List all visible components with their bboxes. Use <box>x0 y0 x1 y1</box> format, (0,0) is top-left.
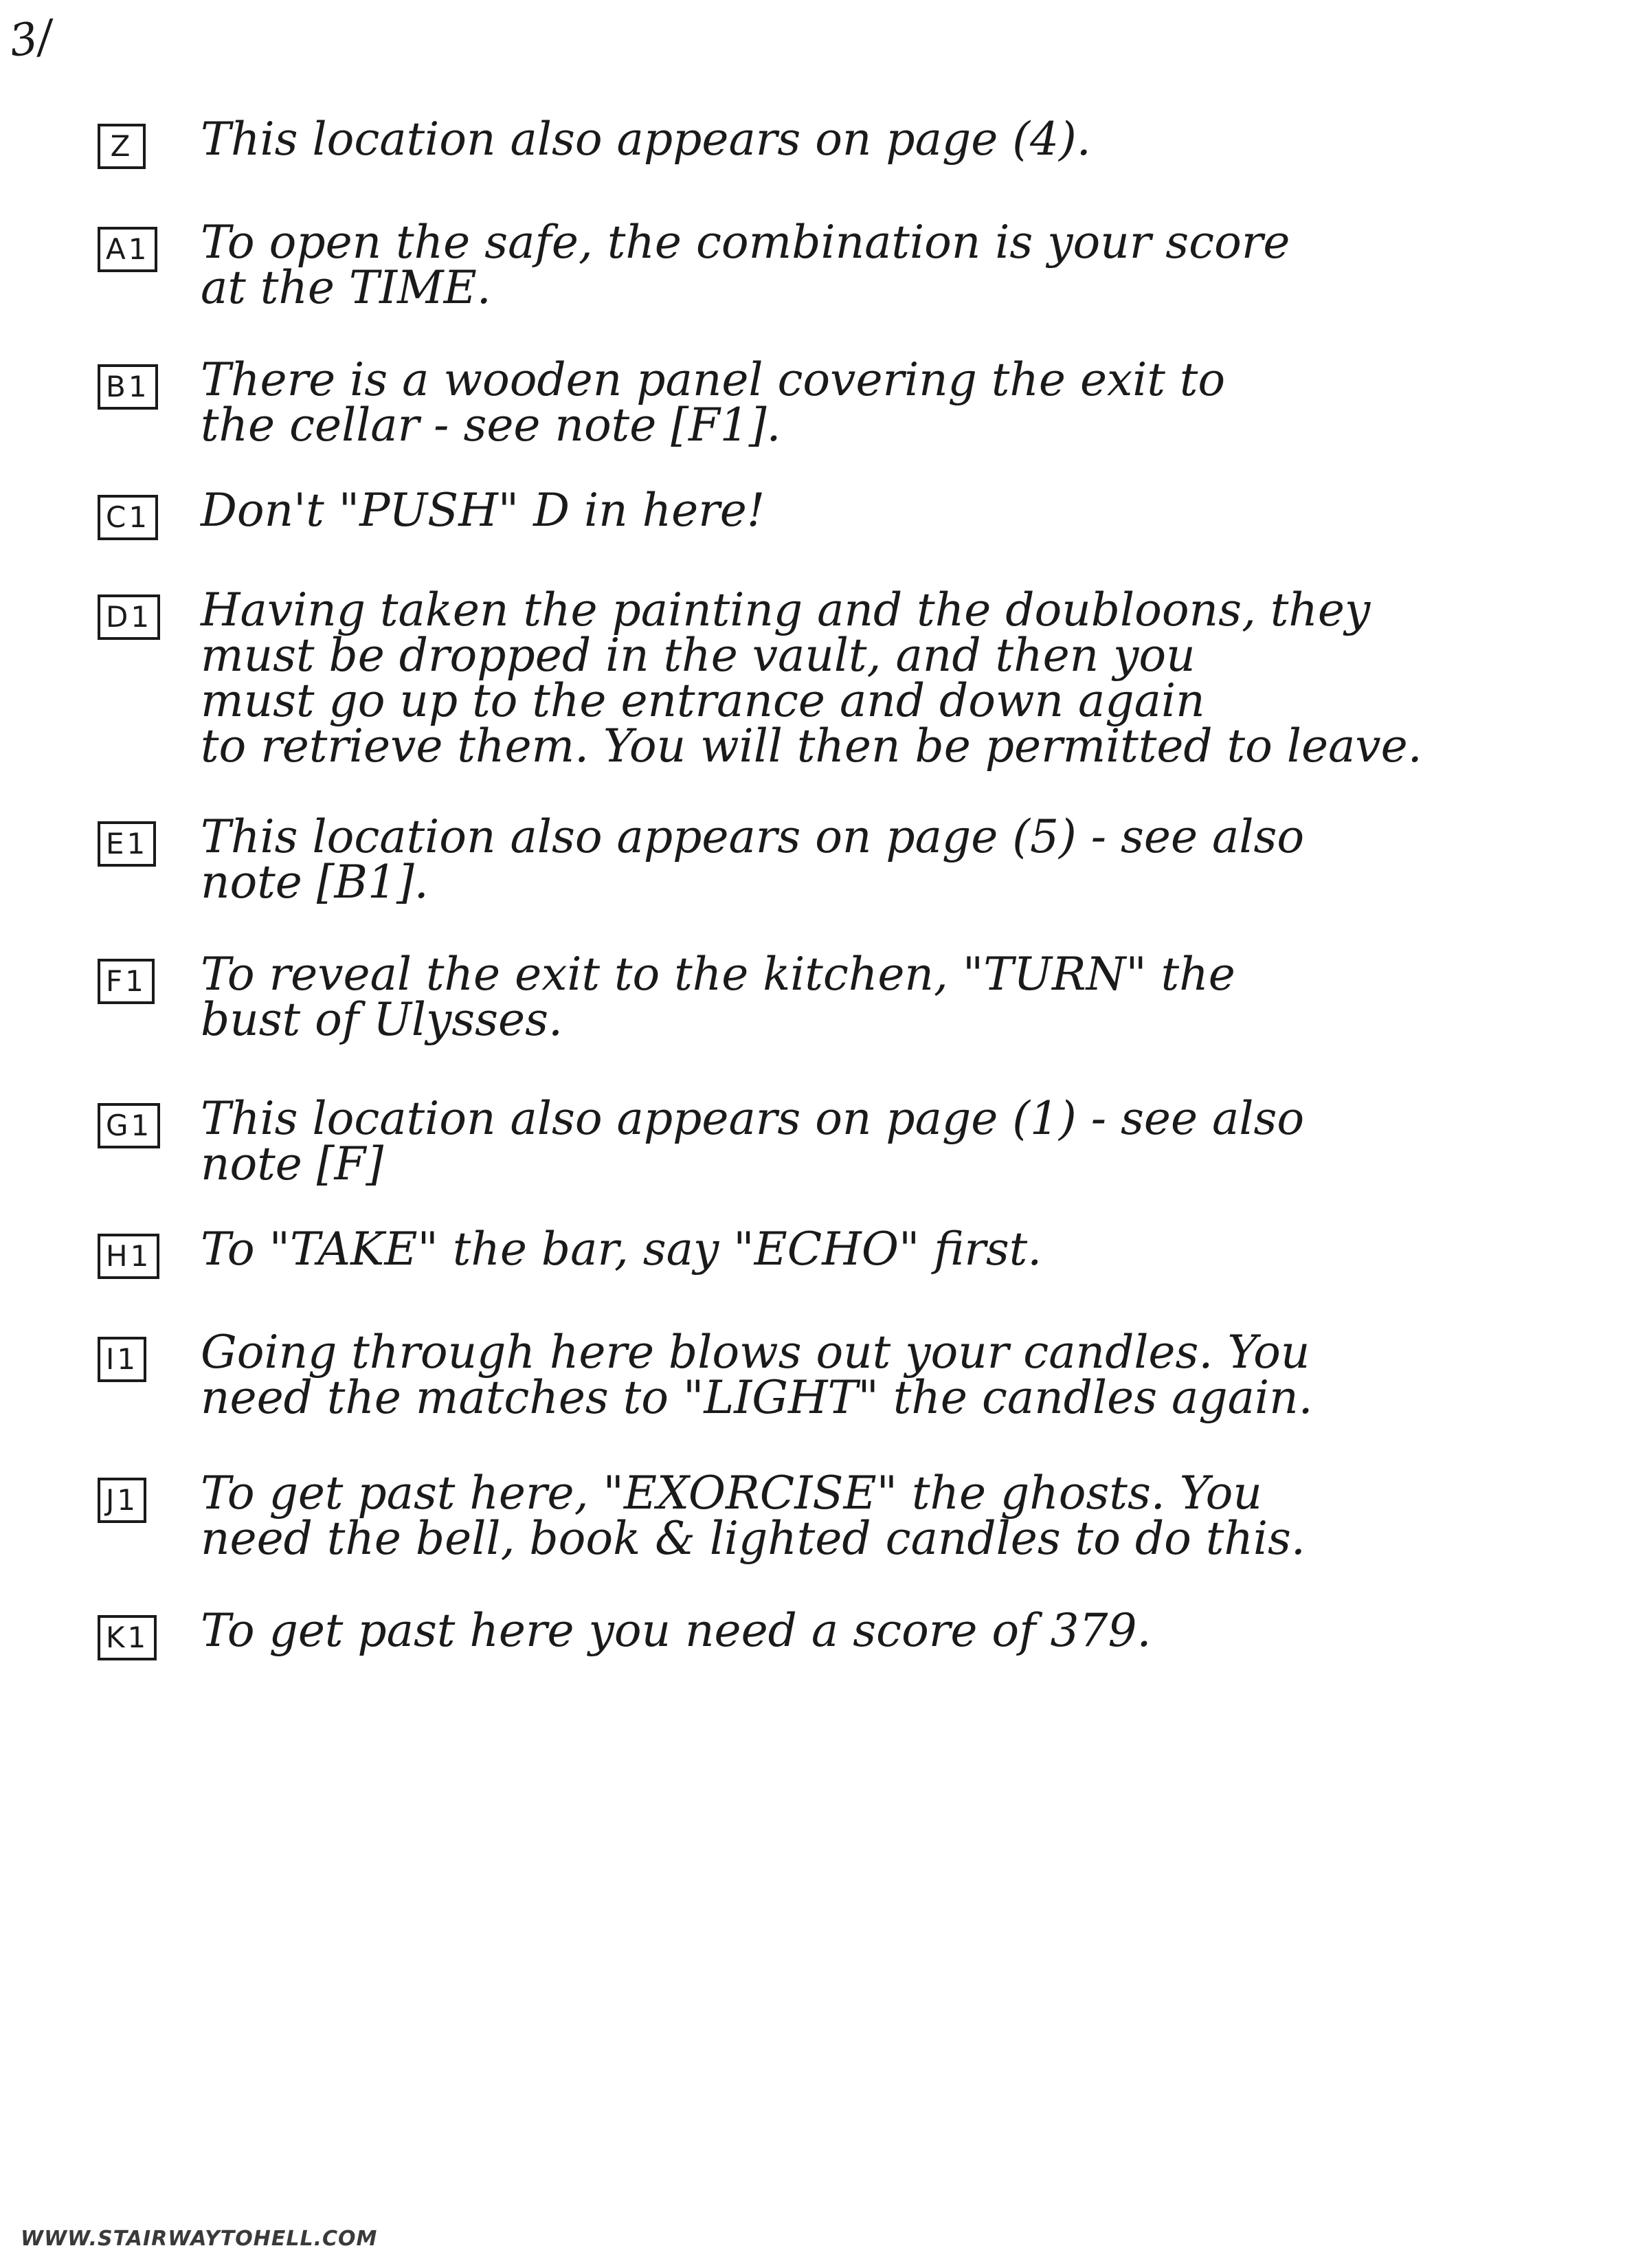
note-text: To get past here, "EXORCISE" the ghosts. You need the bell, book & lighted candles to do this. <box>201 1467 1306 1565</box>
note-key: Z <box>98 124 146 169</box>
note-text: To reveal the exit to the kitchen, "TURN" the bust of Ulysses. <box>201 948 1235 1046</box>
note-text: This location also appears on page (4). <box>201 113 1091 166</box>
note-key: K1 <box>98 1615 157 1660</box>
note-key: I1 <box>98 1337 146 1382</box>
page-number: 3/ <box>6 11 56 67</box>
note-key: J1 <box>98 1478 146 1523</box>
note-text: Going through here blows out your candles. You need the matches to "LIGHT" the candles again. <box>201 1326 1313 1424</box>
note-key: H1 <box>98 1234 159 1279</box>
note-key: G1 <box>98 1103 160 1148</box>
note-key: B1 <box>98 364 158 410</box>
note-text: Don't "PUSH" D in here! <box>201 484 765 537</box>
note-key: D1 <box>98 594 160 640</box>
note-key: C1 <box>98 495 158 540</box>
note-key: E1 <box>98 821 156 867</box>
note-text: To get past here you need a score of 379. <box>201 1604 1152 1657</box>
note-key: F1 <box>98 959 155 1004</box>
footer-url: WWW.STAIRWAYTOHELL.COM <box>21 2227 378 2251</box>
note-text: There is a wooden panel covering the exit to the cellar - see note [F1]. <box>201 353 1226 452</box>
note-key: A1 <box>98 227 157 272</box>
note-text: Having taken the painting and the doubloons, they must be dropped in the vault, and then you must go up to the entrance and down again to retrieve them. You will then be permitted to leave. <box>201 583 1422 772</box>
note-text: To "TAKE" the bar, say "ECHO" first. <box>201 1223 1042 1276</box>
note-text: This location also appears on page (5) - see also note [B1]. <box>201 810 1305 909</box>
note-text: This location also appears on page (1) - see also note [F] <box>201 1092 1305 1190</box>
note-text: To open the safe, the combination is your score at the TIME. <box>201 216 1290 314</box>
